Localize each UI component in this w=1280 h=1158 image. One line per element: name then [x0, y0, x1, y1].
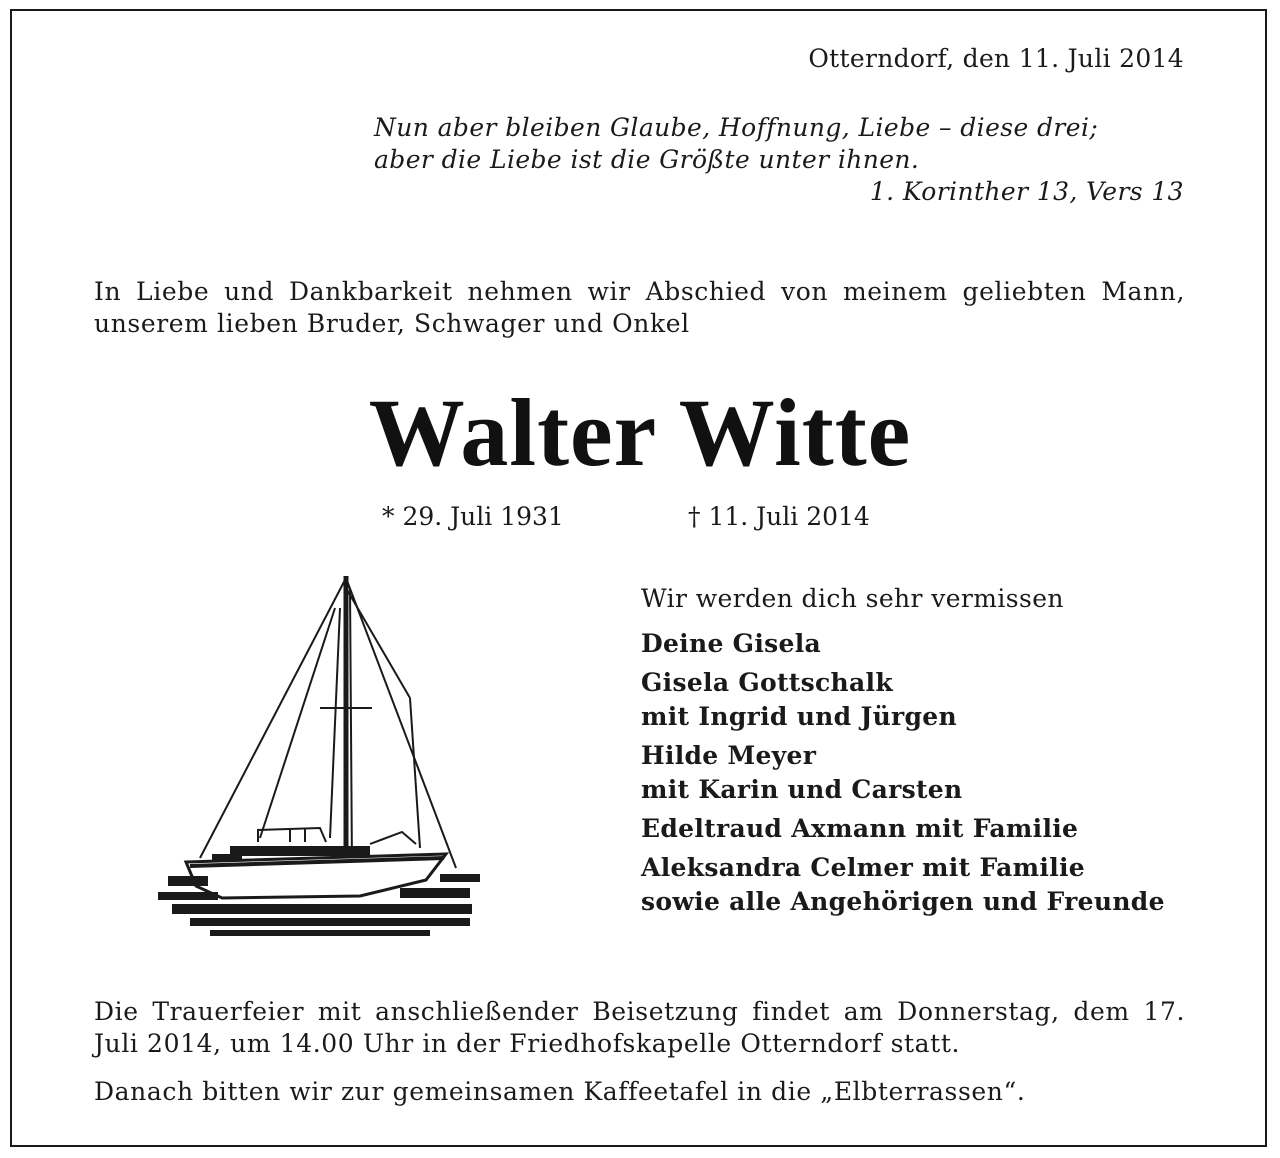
quote-line-2: aber die Liebe ist die Größte unter ihnen. — [374, 145, 920, 174]
miss-text: Wir werden dich sehr vermissen — [641, 584, 1064, 613]
mourner-line: Edeltraud Axmann mit Familie — [641, 814, 1079, 843]
birth-date: * 29. Juli 1931 — [382, 502, 564, 531]
life-dates — [382, 502, 870, 531]
mourner-group — [641, 739, 1201, 807]
mourner-line: Hilde Meyer — [641, 741, 817, 770]
mourner-line: Deine Gisela — [641, 629, 821, 658]
mourner-group — [641, 627, 1201, 661]
mourner-line: mit Ingrid und Jürgen — [641, 702, 957, 731]
mourner-line: mit Karin und Carsten — [641, 775, 963, 804]
coffee-text: Danach bitten wir zur gemeinsamen Kaffeetafel in die „Elbterrassen“. — [94, 1077, 1026, 1106]
deceased-name: Walter Witte — [368, 379, 912, 486]
sailboat-icon — [150, 548, 496, 952]
ceremony-text: Die Trauerfeier mit anschließender Beisetzung findet am Donnerstag, dem 17. Juli 2014, um 14.00 Uhr in der Friedhofskapelle Otterndorf statt. — [94, 997, 1185, 1058]
mourner-group — [641, 666, 1201, 734]
intro-text: In Liebe und Dankbarkeit nehmen wir Abschied von meinem geliebten Mann, unserem lieben Bruder, Schwager und Onkel — [94, 277, 1185, 338]
mourner-line: sowie alle Angehörigen und Freunde — [641, 887, 1165, 916]
quote-reference: 1. Korinther 13, Vers 13 — [869, 177, 1184, 206]
mourners-list — [641, 583, 1201, 924]
mourner-line: Aleksandra Celmer mit Familie — [641, 853, 1085, 882]
quote-line-1: Nun aber bleiben Glaube, Hoffnung, Liebe – diese drei; — [374, 113, 1099, 142]
bible-quote — [374, 112, 1184, 208]
mourner-group — [641, 851, 1201, 919]
mourner-line: Gisela Gottschalk — [641, 668, 893, 697]
death-date: † 11. Juli 2014 — [688, 502, 870, 531]
place-date: Otterndorf, den 11. Juli 2014 — [808, 44, 1184, 73]
mourner-group — [641, 812, 1201, 846]
